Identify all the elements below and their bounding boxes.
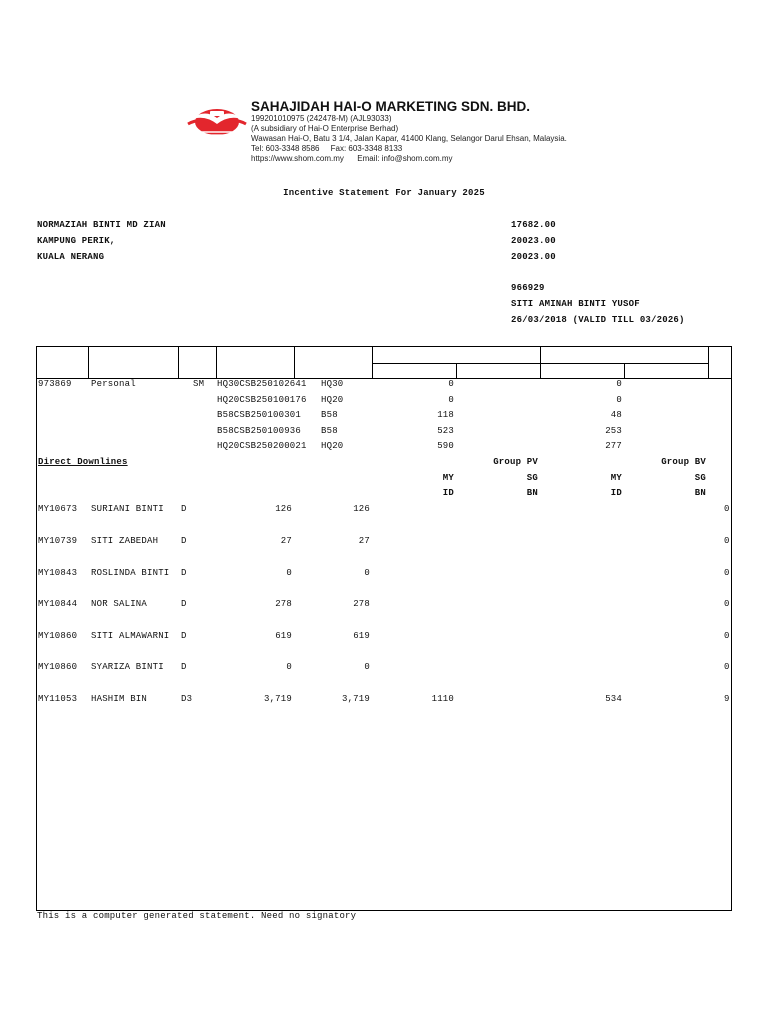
- row-value: 48: [610, 410, 622, 420]
- row-code: HQ20CSB250200021: [217, 441, 307, 451]
- downline-value: 278: [353, 599, 370, 609]
- downline-rank: D: [181, 536, 187, 546]
- row-product: HQ20: [321, 395, 344, 405]
- row-value: 0: [448, 395, 454, 405]
- pv-sg-label: SG: [526, 473, 538, 483]
- bv-sg-label: SG: [694, 473, 706, 483]
- downline-rank: D: [181, 504, 187, 514]
- hai-o-logo-icon: [186, 102, 248, 142]
- row-product: B58: [321, 410, 338, 420]
- downline-value: 0: [364, 568, 370, 578]
- company-name: SAHAJIDAH HAI-O MARKETING SDN. BHD.: [251, 99, 531, 114]
- company-contact: Tel: 603-3348 8586 Fax: 603-3348 8133: [251, 144, 403, 153]
- table-header-divider: [294, 346, 295, 378]
- recipient-address-2: KUALA NERANG: [37, 252, 105, 262]
- downline-value: 27: [280, 536, 292, 546]
- downline-value: 27: [358, 536, 370, 546]
- downline-rank: D: [181, 568, 187, 578]
- downline-name: ROSLINDA BINTI: [91, 568, 170, 578]
- downline-id: MY10739: [38, 536, 78, 546]
- downline-value: 3,719: [263, 694, 292, 704]
- downline-value: 9: [724, 694, 730, 704]
- downline-value: 0: [724, 631, 730, 641]
- downline-name: SYARIZA BINTI: [91, 662, 164, 672]
- table-header-divider: [178, 346, 179, 378]
- table-header-divider: [372, 346, 373, 378]
- info-value-2: 20023.00: [511, 236, 556, 246]
- downline-value: 534: [605, 694, 622, 704]
- join-date: 26/03/2018 (VALID TILL 03/2026): [511, 315, 685, 325]
- bv-my-label: MY: [610, 473, 622, 483]
- row-code: HQ20CSB250100176: [217, 395, 307, 405]
- recipient-name: NORMAZIAH BINTI MD ZIAN: [37, 220, 166, 230]
- downline-id: MY10843: [38, 568, 78, 578]
- downline-value: 278: [275, 599, 292, 609]
- downline-value: 0: [286, 662, 292, 672]
- row-value: 253: [605, 426, 622, 436]
- downline-value: 619: [275, 631, 292, 641]
- row-type: Personal: [91, 379, 136, 389]
- downline-value: 1110: [431, 694, 454, 704]
- group-pv-label: Group PV: [493, 457, 538, 467]
- company-registration: 199201010975 (242478-M) (AJL93033): [251, 114, 392, 123]
- info-value-1: 17682.00: [511, 220, 556, 230]
- group-bv-label: Group BV: [661, 457, 706, 467]
- pv-my-label: MY: [442, 473, 454, 483]
- row-value: 0: [616, 379, 622, 389]
- recipient-address-1: KAMPUNG PERIK,: [37, 236, 116, 246]
- downline-id: MY10844: [38, 599, 78, 609]
- downline-value: 126: [353, 504, 370, 514]
- downline-value: 126: [275, 504, 292, 514]
- row-value: 0: [616, 395, 622, 405]
- downline-value: 0: [724, 599, 730, 609]
- downline-name: NOR SALINA: [91, 599, 148, 609]
- row-product: B58: [321, 426, 338, 436]
- downline-value: 3,719: [341, 694, 370, 704]
- downline-rank: D: [181, 631, 187, 641]
- table-header-divider: [88, 346, 89, 378]
- row-value: 0: [448, 379, 454, 389]
- table-header-divider: [216, 346, 217, 378]
- downline-rank: D: [181, 662, 187, 672]
- downline-value: 0: [724, 504, 730, 514]
- downline-value: 0: [286, 568, 292, 578]
- row-id: 973869: [38, 379, 72, 389]
- downline-name: SITI ALMAWARNI: [91, 631, 170, 641]
- row-code: B58CSB250100301: [217, 410, 302, 420]
- bv-id-label: ID: [610, 488, 622, 498]
- downline-name: SITI ZABEDAH: [91, 536, 159, 546]
- row-value: 118: [437, 410, 454, 420]
- downline-value: 0: [364, 662, 370, 672]
- downline-rank: D: [181, 599, 187, 609]
- table-header-divider: [708, 346, 709, 378]
- downline-name: HASHIM BIN: [91, 694, 148, 704]
- footer-note: This is a computer generated statement. Need no signatory: [37, 911, 357, 921]
- member-id: 966929: [511, 283, 545, 293]
- downline-rank: D3: [181, 694, 193, 704]
- bv-bn-label: BN: [694, 488, 706, 498]
- company-address: Wawasan Hai-O, Batu 3 1/4, Jalan Kapar, 41400 Klang, Selangor Darul Ehsan, Malaysia.: [251, 134, 567, 143]
- row-code: B58CSB250100936: [217, 426, 302, 436]
- row-product: HQ30: [321, 379, 344, 389]
- downline-value: 0: [724, 536, 730, 546]
- row-code: HQ30CSB250102641: [217, 379, 307, 389]
- downline-id: MY10673: [38, 504, 78, 514]
- pv-id-label: ID: [442, 488, 454, 498]
- sponsor-name: SITI AMINAH BINTI YUSOF: [511, 299, 640, 309]
- table-header-divider: [456, 363, 457, 378]
- statement-title: Incentive Statement For January 2025: [283, 188, 485, 198]
- downline-id: MY11053: [38, 694, 78, 704]
- company-subsidiary: (A subsidiary of Hai-O Enterprise Berhad): [251, 124, 399, 133]
- downline-value: 619: [353, 631, 370, 641]
- row-rank: SM: [193, 379, 205, 389]
- downline-name: SURIANI BINTI: [91, 504, 164, 514]
- table-header-divider: [540, 346, 541, 378]
- info-value-3: 20023.00: [511, 252, 556, 262]
- downline-id: MY10860: [38, 662, 78, 672]
- downline-id: MY10860: [38, 631, 78, 641]
- downline-value: 0: [724, 662, 730, 672]
- downline-value: 0: [724, 568, 730, 578]
- table-header-divider: [624, 363, 625, 378]
- row-value: 590: [437, 441, 454, 451]
- company-web: https://www.shom.com.my Email: info@shom.com.my: [251, 154, 453, 163]
- pv-bn-label: BN: [526, 488, 538, 498]
- downlines-heading: Direct Downlines: [38, 457, 128, 467]
- row-value: 277: [605, 441, 622, 451]
- row-value: 523: [437, 426, 454, 436]
- row-product: HQ20: [321, 441, 344, 451]
